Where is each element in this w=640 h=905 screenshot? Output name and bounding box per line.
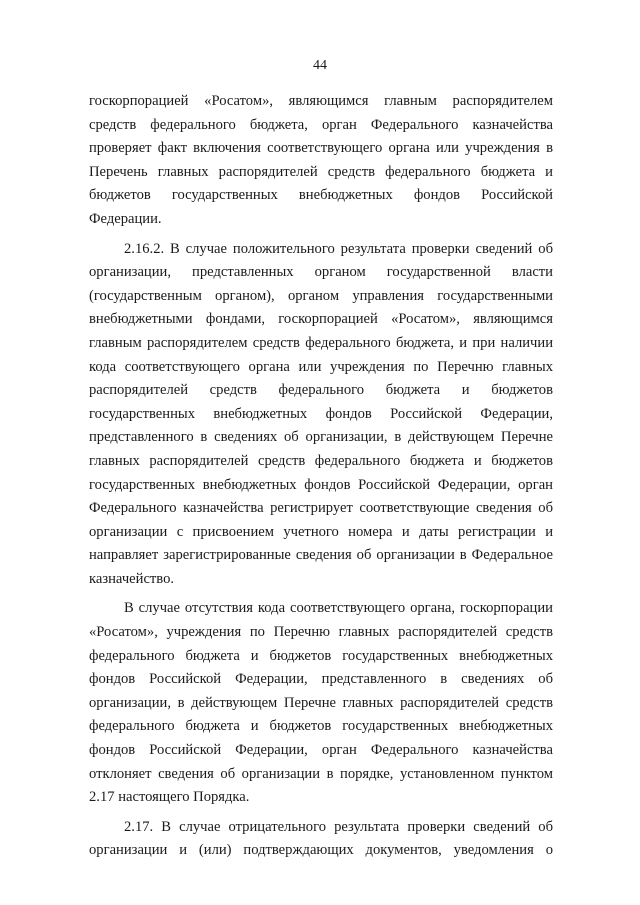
paragraph-code-absence: В случае отсутствия кода соответствующего органа, госкорпорации «Росатом», учреждения по Перечню главных распорядителей средств федерального бюджета и бюджетов государственных внебюджетных фондов Российской Федерации, представленного в сведениях об организации, в действующем Перечне главных распорядителей средств федерального бюджета и бюджетов государственных внебюджетных фондов Российской Федерации, орган Федерального казначейства отклоняет сведения об организации в порядке, установленном пунктом 2.17 настоящего Порядка. <box>89 600 553 806</box>
paragraph-2-16-2: 2.16.2. В случае положительного результата проверки сведений об организации, представленных органом государственной власти (государственным органом), органом управления государственными внебюджетными фондами, госкорпорацией «Росатом», являющимся главным распорядителем средств федерального бюджета, и при наличии кода соответствующего органа или учреждения по Перечню главных распорядителей средств федерального бюджета и бюджетов государственных внебюджетных фондов Российской Федерации, представленного в сведениях об организации, в действующем Перечне главных распорядителей средств федерального бюджета и бюджетов государственных внебюджетных фондов Российской Федерации, орган Федерального казначейства регистрирует соответствующие сведения об организации с присвоением учетного номера и даты регистрации и направляет зарегистрированные сведения об организации в Федеральное казначейство. <box>89 240 553 587</box>
paragraph-2-17: 2.17. В случае отрицательного результата проверки сведений об организации и (или) подтверждающих документов, уведомления о <box>89 818 553 859</box>
document-body <box>89 90 553 869</box>
paragraph-continuation: госкорпорацией «Росатом», являющимся главным распорядителем средств федерального бюджета, орган Федерального казначейства проверяет факт включения соответствующего органа или учреждения в Перечень главных распорядителей средств федерального бюджета и бюджетов государственных внебюджетных фондов Российской Федерации. <box>89 93 553 227</box>
page-number: 44 <box>313 58 327 73</box>
